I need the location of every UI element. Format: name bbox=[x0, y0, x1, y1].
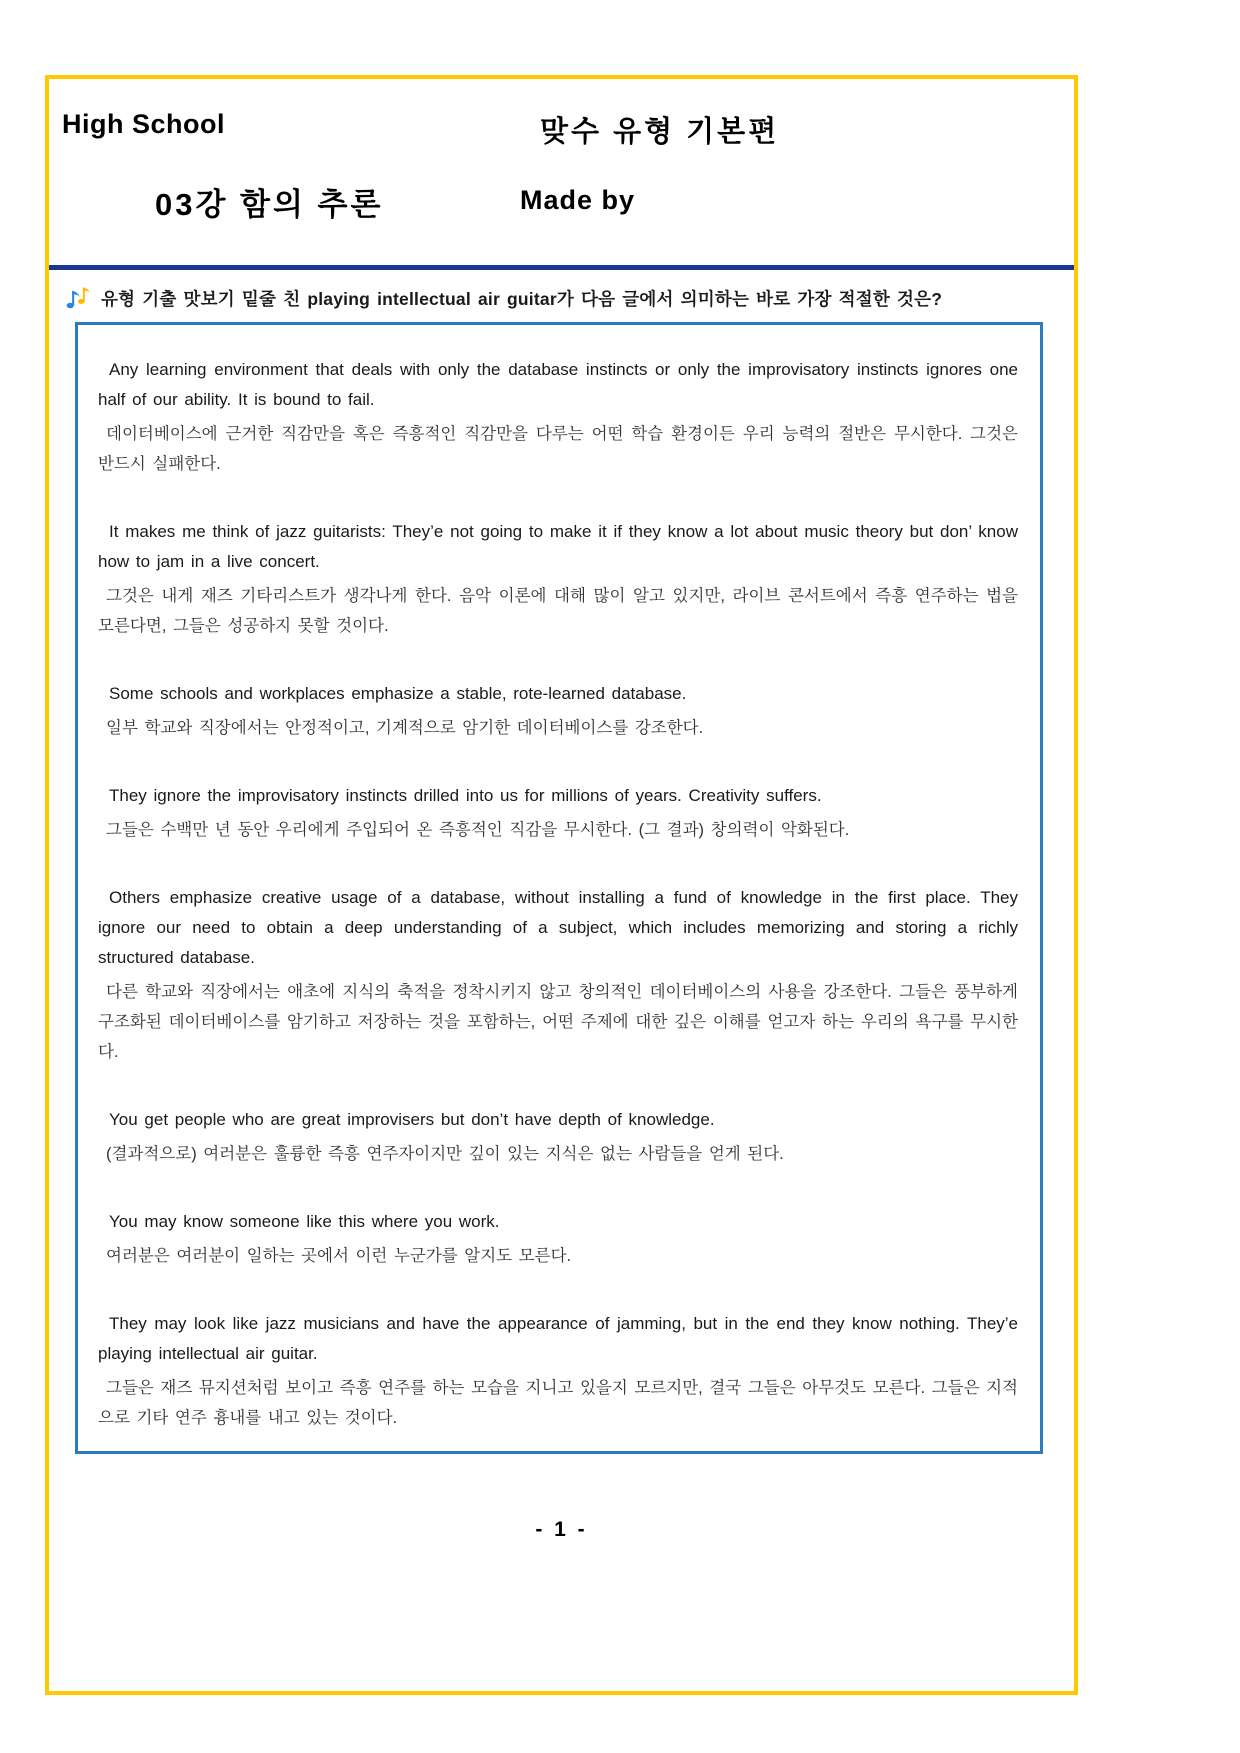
passage-group bbox=[98, 883, 1018, 1067]
passage-group bbox=[98, 517, 1018, 641]
passage-group bbox=[98, 781, 1018, 845]
passage-group bbox=[98, 1207, 1018, 1271]
passage-group bbox=[98, 679, 1018, 743]
passage-korean: 그것은 내게 재즈 기타리스트가 생각나게 한다. 음악 이론에 대해 많이 알고 있지만, 라이브 콘서트에서 즉흥 연주하는 법을 모른다면, 그들은 성공하지 못할 것이다. bbox=[98, 587, 1018, 635]
passage-english: They may look like jazz musicians and have the appearance of jamming, but in the end they know nothing. They’e playing intellectual air guitar. bbox=[98, 1314, 1018, 1363]
passage-korean: 그들은 수백만 년 동안 우리에게 주입되어 온 즉흥적인 직감을 무시한다. (그 결과) 창의력이 악화된다. bbox=[106, 821, 850, 839]
passage-english: It makes me think of jazz guitarists: They’e not going to make it if they know a lot about music theory but don’ know how to jam in a live concert. bbox=[98, 522, 1018, 571]
question-line bbox=[65, 281, 1060, 315]
question-text: 유형 기출 맛보기 밑줄 친 playing intellectual air guitar가 다음 글에서 의미하는 바로 가장 적절한 것은? bbox=[101, 288, 943, 309]
passage-korean: 데이터베이스에 근거한 직감만을 혹은 즉흥적인 직감만을 다루는 어떤 학습 환경이든 우리 능력의 절반은 무시한다. 그것은 반드시 실패한다. bbox=[98, 425, 1018, 473]
lesson-title: 03강 함의 추론 bbox=[155, 187, 384, 222]
passage-group bbox=[98, 355, 1018, 479]
passage-korean: 그들은 재즈 뮤지션처럼 보이고 즉흥 연주를 하는 모습을 지니고 있을지 모르지만, 결국 그들은 아무것도 모른다. 그들은 지적으로 기타 연주 흉내를 내고 있는 것이다. bbox=[98, 1379, 1018, 1427]
school-label: High School bbox=[62, 109, 225, 139]
passage-korean: 다른 학교와 직장에서는 애초에 지식의 축적을 정착시키지 않고 창의적인 데이터베이스의 사용을 강조한다. 그들은 풍부하게 구조화된 데이터베이스를 암기하고 저장하는 것을 포함하는, 어떤 주제에 대한 깊은 이해를 얻고자 하는 우리의 욕구를 무시한다. bbox=[98, 983, 1018, 1061]
passage-group bbox=[98, 1105, 1018, 1169]
passage-english: Any learning environment that deals with only the database instincts or only the improvisatory instincts ignores one half of our ability. It is bound to fail. bbox=[98, 360, 1018, 409]
header-divider bbox=[49, 265, 1074, 270]
series-title: 맞수 유형 기본편 bbox=[540, 116, 780, 148]
page-frame bbox=[45, 75, 1078, 1695]
passage-english: Some schools and workplaces emphasize a stable, rote-learned database. bbox=[109, 684, 687, 703]
passage-english: You get people who are great improvisers but don’t have depth of knowledge. bbox=[109, 1110, 715, 1129]
passage-korean: 여러분은 여러분이 일하는 곳에서 이런 누군가를 알지도 모른다. bbox=[106, 1247, 572, 1265]
passage-korean: 일부 학교와 직장에서는 안정적이고, 기계적으로 암기한 데이터베이스를 강조한다. bbox=[106, 719, 704, 737]
passage-korean: (결과적으로) 여러분은 훌륭한 즉흥 연주자이지만 깊이 있는 지식은 없는 사람들을 얻게 된다. bbox=[106, 1145, 784, 1163]
passage-english: Others emphasize creative usage of a database, without installing a fund of knowledge in the first place. They ignore our need to obtain a deep understanding of a subject, which includes memorizing and storing a richly structured database. bbox=[98, 888, 1018, 967]
passage-group bbox=[98, 1309, 1018, 1433]
page-number: - 1 - bbox=[535, 1518, 588, 1541]
passage-box bbox=[75, 322, 1043, 1454]
made-by-label: Made by bbox=[520, 185, 636, 215]
passage-english: They ignore the improvisatory instincts drilled into us for millions of years. Creativity suffers. bbox=[109, 786, 822, 805]
passage-english: You may know someone like this where you work. bbox=[109, 1212, 500, 1231]
music-notes-icon bbox=[65, 285, 92, 311]
